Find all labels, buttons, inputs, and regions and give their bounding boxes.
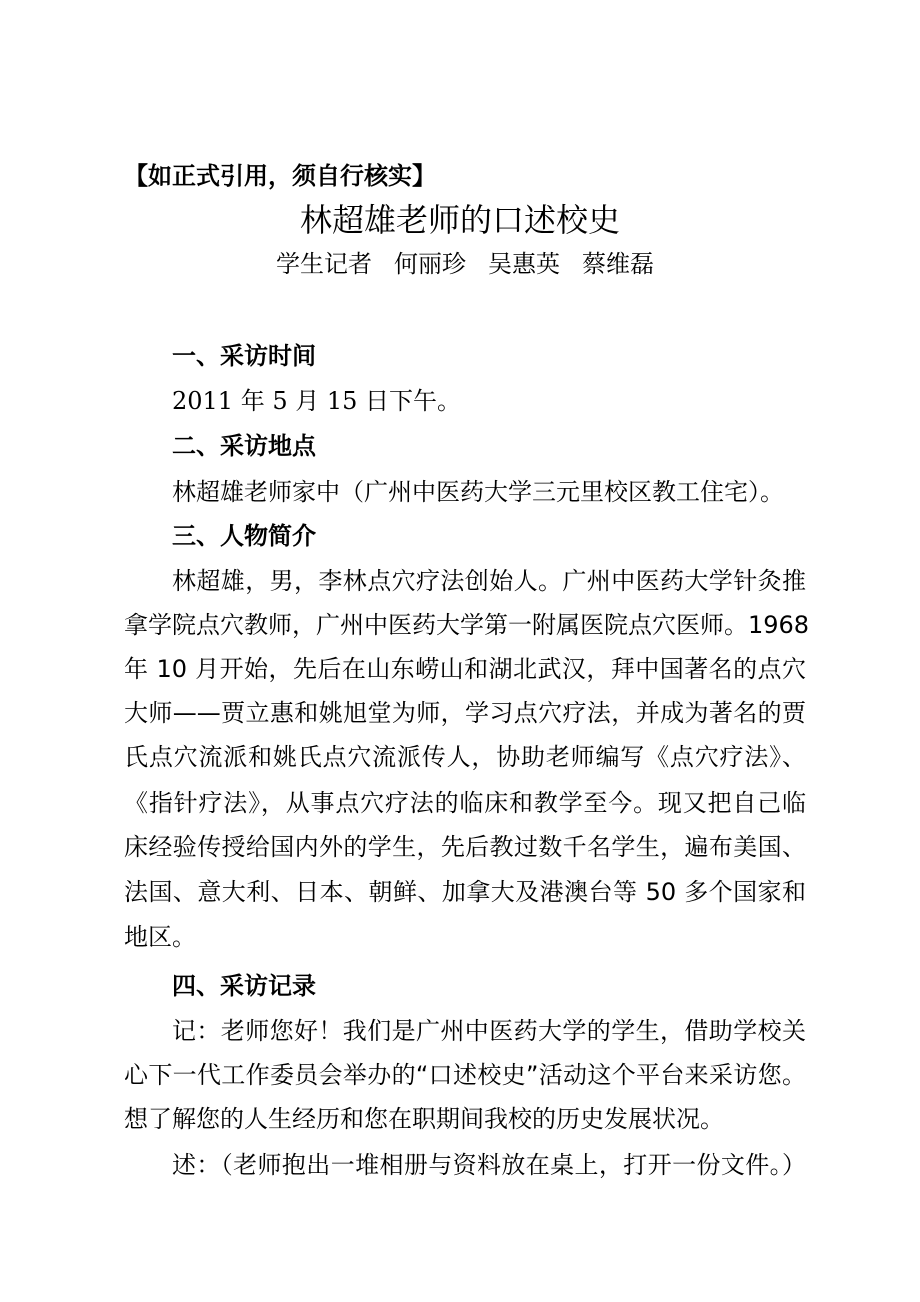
reporter-byline <box>0 246 920 282</box>
document-title: 林超雄老师的口述校史 <box>299 201 620 239</box>
profile-line: 林超雄，男，李林点穴疗法创始人。广州中医药大学针灸推 <box>172 567 806 595</box>
profile-line: 床经验传授给国内外的学生，先后教过数千名学生，遍布美国、 <box>124 833 806 861</box>
reporter-name: 蔡维磊 <box>582 250 654 278</box>
record-line: 述：（老师抱出一堆相册与资料放在桌上，打开一份文件。） <box>172 1151 806 1179</box>
profile-line: 法国、意大利、日本、朝鲜、加拿大及港澳台等 50 多个国家和 <box>124 878 806 906</box>
profile-line: 地区。 <box>124 923 196 951</box>
interview-place-text: 林超雄老师家中（广州中医药大学三元里校区教工住宅）。 <box>172 478 784 506</box>
record-line: 想了解您的人生经历和您在职期间我校的历史发展状况。 <box>124 1105 724 1133</box>
section-heading-time: 一、采访时间 <box>172 342 316 370</box>
record-line: 心下一代工作委员会举办的“口述校史”活动这个平台来采访您。 <box>124 1061 806 1089</box>
profile-line: 《指针疗法》，从事点穴疗法的临床和教学至今。现又把自己临 <box>124 789 806 817</box>
citation-notice: 【如正式引用，须自行核实】 <box>124 162 436 190</box>
section-heading-record: 四、采访记录 <box>172 972 316 1000</box>
section-heading-profile: 三、人物简介 <box>172 522 316 550</box>
reporter-label: 学生记者 <box>276 250 372 278</box>
reporter-name: 吴惠英 <box>488 250 560 278</box>
interview-time-text: 2011 年 5 月 15 日下午。 <box>172 387 462 415</box>
profile-line: 拿学院点穴教师，广州中医药大学第一附属医院点穴医师。1968 <box>124 611 810 639</box>
profile-line: 大师——贾立惠和姚旭堂为师，学习点穴疗法，并成为著名的贾 <box>124 699 806 727</box>
section-heading-place: 二、采访地点 <box>172 432 316 460</box>
record-line: 记：老师您好！我们是广州中医药大学的学生，借助学校关 <box>172 1017 806 1045</box>
profile-line: 年 10 月开始，先后在山东崂山和湖北武汉，拜中国著名的点穴 <box>124 655 806 683</box>
profile-line: 氏点穴流派和姚氏点穴流派传人，协助老师编写《点穴疗法》、 <box>124 743 806 771</box>
reporter-name: 何丽珍 <box>394 250 466 278</box>
